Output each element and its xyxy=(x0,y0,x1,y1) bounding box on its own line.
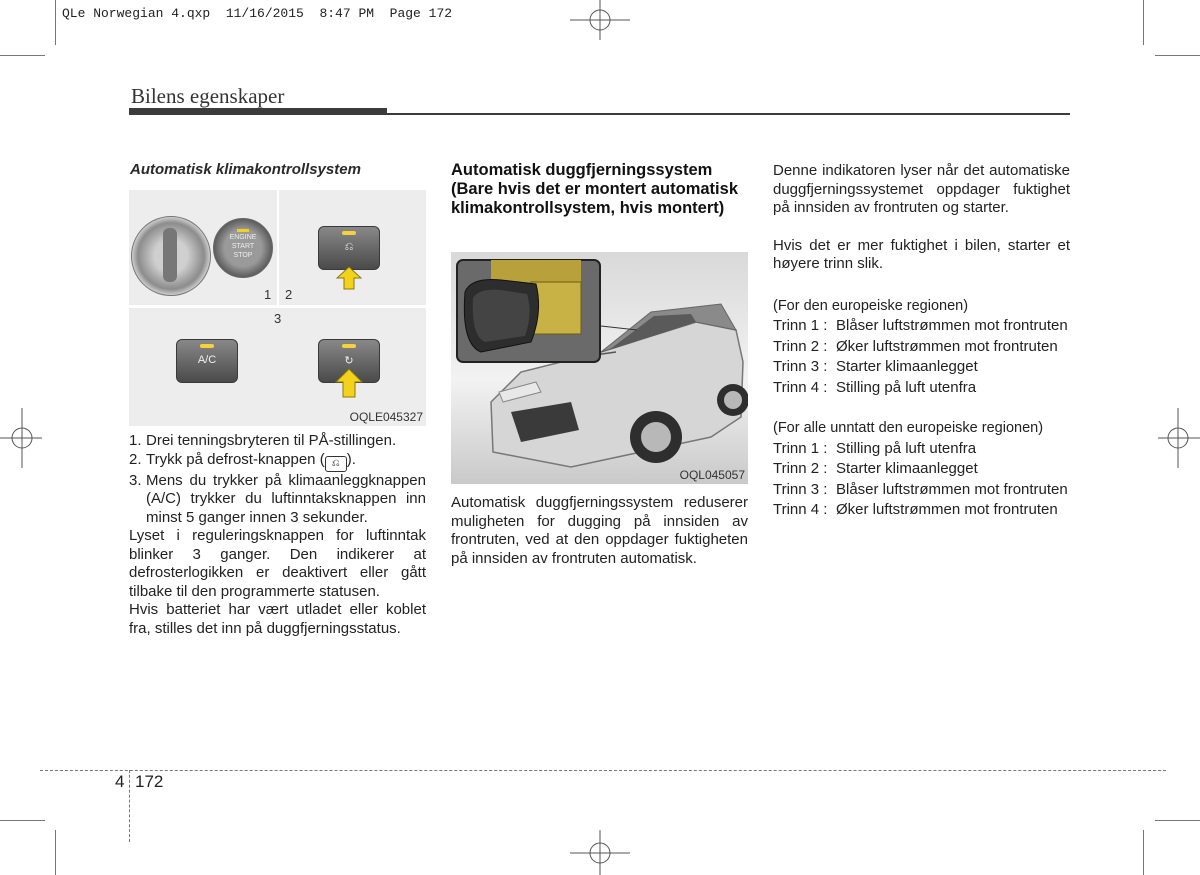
registration-mark xyxy=(0,408,42,468)
other-step-list xyxy=(773,440,1070,520)
crop-mark xyxy=(1155,820,1200,821)
section-title: Bilens egenskaper xyxy=(131,84,285,108)
list-item xyxy=(773,501,1070,520)
step-text: Trykk på defrost-knappen ( xyxy=(146,450,325,468)
figure-code: OQL045057 xyxy=(679,468,745,482)
step-number: 3. xyxy=(129,471,142,489)
step-key: Trinn 2 : xyxy=(773,337,828,355)
step-key: Trinn 2 : xyxy=(773,460,828,477)
defrost-button-icon xyxy=(318,226,380,270)
button-lamp xyxy=(342,231,356,235)
ignition-key-slot xyxy=(163,228,177,282)
step-key: Trinn 1 : xyxy=(773,317,828,334)
list-item xyxy=(773,317,1070,336)
eu-step-list xyxy=(773,317,1070,397)
crop-mark xyxy=(55,0,56,45)
ac-button-icon xyxy=(176,339,238,383)
print-slug: QLe Norwegian 4.qxp 11/16/2015 8:47 PM Page 172 xyxy=(62,6,453,21)
other-region-heading: (For alle unntatt den europeiske regionen) xyxy=(773,420,1044,436)
registration-mark xyxy=(1158,408,1200,468)
spacer xyxy=(773,274,1070,297)
step-value: Stilling på luft utenfra xyxy=(836,378,977,396)
chapter-number: 4 xyxy=(115,772,125,791)
list-item xyxy=(129,472,426,528)
start-stop-lamp xyxy=(237,229,249,232)
step-key: Trinn 1 : xyxy=(773,439,828,457)
left-subheading: Automatisk klimakontrollsystem xyxy=(130,161,361,178)
list-item xyxy=(773,379,1070,398)
button-lamp xyxy=(342,344,356,348)
step-key: Trinn 3 : xyxy=(773,480,828,498)
step-value: Stilling på luft utenfra xyxy=(836,439,977,457)
defrost-inline-icon: ⎌ xyxy=(325,456,347,472)
left-column-text xyxy=(129,432,426,638)
middle-heading: Automatisk duggfjerningssystem (Bare hvis det er montert automatisk klimakontrollsystem, hvis montert) xyxy=(451,161,738,217)
step-value: Øker luftstrømmen mot frontruten xyxy=(836,501,1058,518)
figure-label-2: 2 xyxy=(285,287,293,302)
spacer xyxy=(773,218,1070,237)
step-value: Blåser luftstrømmen mot frontruten xyxy=(836,317,1068,334)
car-figure xyxy=(451,252,748,484)
step-value: Øker luftstrømmen mot frontruten xyxy=(836,337,1058,355)
procedure-steps xyxy=(129,432,426,527)
crop-mark xyxy=(0,820,45,821)
list-item xyxy=(129,451,426,472)
footer-rule-vertical xyxy=(129,770,130,842)
ac-button-label: A/C xyxy=(197,354,217,366)
eu-region-heading: (For den europeiske regionen) xyxy=(773,297,969,314)
list-item xyxy=(773,338,1070,357)
step-key: Trinn 4 : xyxy=(773,378,828,396)
step-text: ). xyxy=(346,450,356,468)
footer-rule xyxy=(40,770,1166,771)
right-paragraph: Denne indikatoren lyser når det automatiske duggfjerningssystemet oppdager fuktighet på innsiden av frontruten og starter. xyxy=(773,162,1070,216)
arrow-up-icon xyxy=(336,266,362,290)
step-text: Mens du trykker på klimaanleggknappen (A/C) trykker du luftinntaksknappen inn minst 5 ganger innen 3 sekunder. xyxy=(146,471,426,526)
crop-mark xyxy=(55,830,56,875)
middle-paragraph: Automatisk duggfjerningssystem reduserer muligheten for dugging på innsiden av frontruten, ved at den oppdager fuktigheten på innsiden av frontruten automatisk. xyxy=(451,494,748,567)
crop-mark xyxy=(1155,55,1200,56)
step-key: Trinn 3 : xyxy=(773,358,828,375)
crop-mark xyxy=(0,55,45,56)
climate-control-figure xyxy=(129,190,426,426)
list-item xyxy=(773,358,1070,377)
crop-mark xyxy=(1143,830,1144,875)
list-item xyxy=(773,460,1070,479)
list-item xyxy=(773,440,1070,459)
step-text: Drei tenningsbryteren til PÅ-stillingen. xyxy=(146,432,397,449)
registration-mark xyxy=(570,0,630,40)
spacer xyxy=(773,397,1070,419)
start-stop-label: ENGINE xyxy=(229,234,257,241)
left-paragraph: Hvis batteriet har vært utladet eller koblet fra, stilles det inn på duggfjerningsstatus. xyxy=(129,601,426,637)
list-item xyxy=(129,432,426,451)
start-stop-label: STOP xyxy=(233,252,253,259)
step-value: Starter klimaanlegget xyxy=(836,358,978,375)
arrow-up-icon xyxy=(335,368,363,398)
figure-code: OQLE045327 xyxy=(349,410,423,424)
list-item xyxy=(773,481,1070,500)
page-number: 172 xyxy=(135,772,164,791)
figure-label-3: 3 xyxy=(274,311,282,326)
figure-label-1: 1 xyxy=(264,287,272,302)
step-value: Blåser luftstrømmen mot frontruten xyxy=(836,480,1068,498)
left-paragraph: Lyset i reguleringsknappen for luftinntak blinker 3 ganger. Den indikerer at defrosterlogikken er deaktivert eller gått tilbake til den programmerte statusen. xyxy=(129,527,426,600)
right-column-text xyxy=(773,162,1070,520)
header-rule-thick xyxy=(129,108,387,115)
recirculation-symbol-icon: ↻ xyxy=(344,355,354,367)
suv-illustration xyxy=(451,252,748,484)
crop-mark xyxy=(1143,0,1144,45)
step-key: Trinn 4 : xyxy=(773,501,828,518)
figure-divider xyxy=(129,305,426,308)
registration-mark xyxy=(570,830,630,875)
header-rule-thin xyxy=(387,113,1070,115)
right-paragraph: Hvis det er mer fuktighet i bilen, starter et høyere trinn slik. xyxy=(773,236,1070,272)
start-stop-button-icon xyxy=(213,218,273,278)
figure-divider xyxy=(277,190,279,308)
start-stop-label: START xyxy=(231,243,255,250)
step-number: 2. xyxy=(129,450,142,468)
button-lamp xyxy=(200,344,214,348)
step-number: 1. xyxy=(129,432,142,449)
defrost-symbol-icon: ⎌ xyxy=(344,241,354,253)
step-value: Starter klimaanlegget xyxy=(836,460,978,477)
